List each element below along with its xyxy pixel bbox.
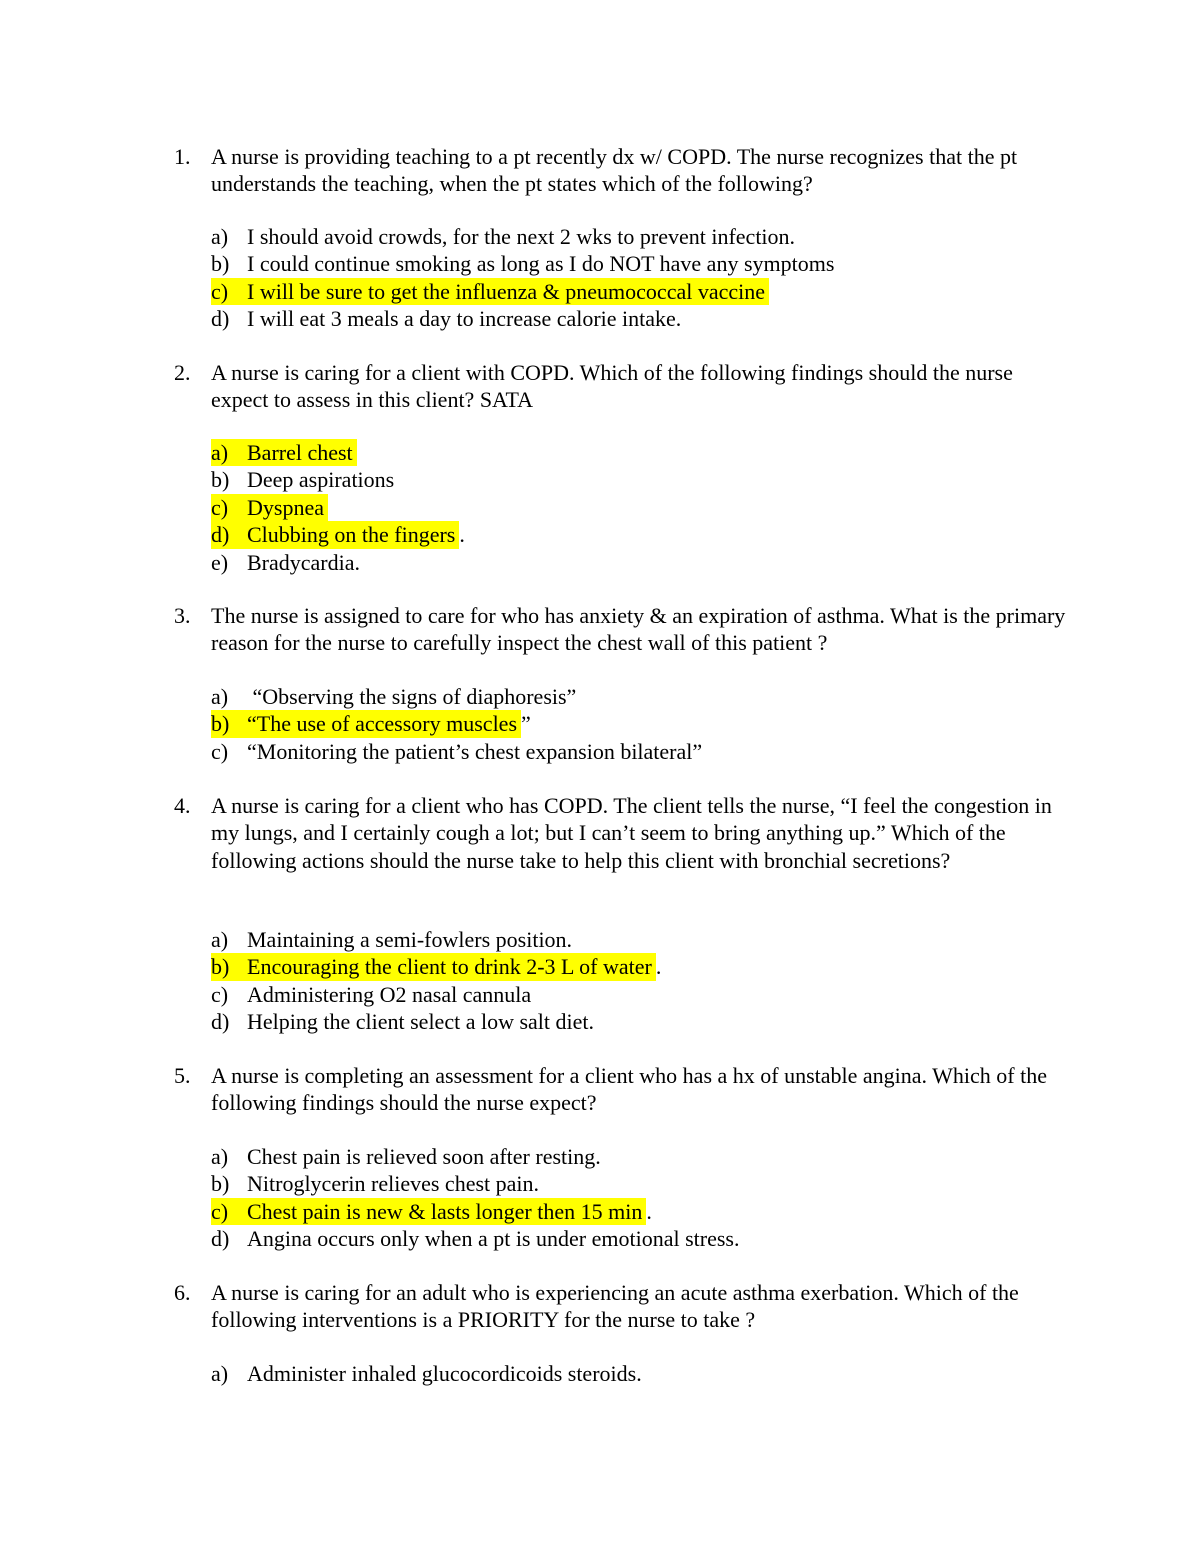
option-text: “The use of accessory muscles	[247, 711, 518, 737]
option-label: c)	[211, 278, 229, 304]
option-highlight	[211, 1225, 743, 1252]
question-text: A nurse is providing teaching to a pt recently dx w/ COPD. The nurse recognizes that the pt understands the teaching, when the pt states which of the following?	[211, 144, 1018, 197]
option-text: I will be sure to get the influenza & pneumococcal vaccine	[247, 278, 766, 304]
option-b	[211, 710, 531, 737]
option-trail: .	[655, 954, 662, 980]
option-b	[211, 1170, 543, 1197]
option-label: a)	[211, 440, 229, 465]
option-d	[211, 1008, 598, 1035]
option-highlight	[211, 1143, 605, 1170]
option-text: Angina occurs only when a pt is under emotional stress.	[247, 1226, 740, 1252]
option-label: c)	[211, 1198, 229, 1224]
option-label: e)	[211, 549, 229, 575]
option-a	[211, 439, 357, 466]
option-d	[211, 1225, 743, 1252]
option-a	[211, 1360, 646, 1387]
option-label: b)	[211, 467, 230, 493]
option-a	[211, 223, 799, 250]
option-e	[211, 549, 364, 576]
option-b	[211, 466, 398, 493]
option-text: I could continue smoking as long as I do NOT have any symptoms	[247, 251, 835, 277]
option-text: Chest pain is new & lasts longer then 15 min	[247, 1198, 643, 1224]
option-highlight	[211, 439, 357, 466]
option-label: c)	[211, 494, 229, 520]
option-c	[211, 1198, 652, 1225]
question-number: 2.	[174, 360, 191, 385]
option-text: Maintaining a semi-fowlers position.	[247, 927, 573, 952]
option-trail: ”	[521, 711, 531, 737]
question-text: A nurse is caring for an adult who is experiencing an acute asthma exerbation. Which of the following interventions is a PRIORITY for the nurse to take ?	[211, 1280, 1019, 1333]
option-highlight	[211, 278, 769, 305]
option-highlight	[211, 926, 576, 953]
option-d	[211, 305, 685, 332]
option-highlight	[211, 738, 706, 765]
option-c	[211, 981, 535, 1008]
option-label: c)	[211, 738, 229, 764]
option-text: I should avoid crowds, for the next 2 wks to prevent infection.	[247, 224, 796, 249]
question-text: A nurse is completing an assessment for a client who has a hx of unstable angina. Which of the following findings should the nurse expect?	[211, 1063, 1047, 1116]
question-text: The nurse is assigned to care for who has anxiety & an expiration of asthma. What is the primary reason for the nurse to carefully inspect the chest wall of this patient ?	[211, 603, 1066, 656]
option-c	[211, 494, 328, 521]
question-number: 6.	[174, 1280, 191, 1305]
option-label: d)	[211, 1226, 230, 1252]
option-highlight	[211, 981, 535, 1008]
option-text: “Monitoring the patient’s chest expansion bilateral”	[247, 738, 703, 764]
question-number: 1.	[174, 144, 191, 169]
option-text: Chest pain is relieved soon after resting.	[247, 1144, 601, 1169]
option-highlight	[211, 250, 838, 277]
option-text: Barrel chest	[247, 440, 353, 465]
option-label: a)	[211, 1361, 229, 1386]
question-number: 5.	[174, 1063, 191, 1088]
option-a	[211, 1143, 605, 1170]
option-highlight	[211, 683, 580, 710]
option-highlight	[211, 494, 328, 521]
option-highlight	[211, 305, 685, 332]
option-highlight	[211, 1008, 598, 1035]
option-text: “Observing the signs of diaphoresis”	[247, 684, 577, 709]
option-label: a)	[211, 1144, 229, 1169]
option-b	[211, 250, 838, 277]
option-label: c)	[211, 981, 229, 1007]
option-highlight	[211, 953, 656, 980]
option-highlight	[211, 549, 364, 576]
question-number: 4.	[174, 793, 191, 818]
option-label: d)	[211, 1009, 230, 1035]
option-trail: .	[646, 1198, 652, 1224]
option-trail: .	[459, 522, 465, 548]
option-c	[211, 738, 706, 765]
option-highlight	[211, 1360, 646, 1387]
option-label: a)	[211, 684, 229, 709]
question-text: A nurse is caring for a client with COPD. Which of the following findings should the nurse expect to assess in this client? SATA	[211, 360, 1013, 413]
option-label: d)	[211, 306, 230, 332]
question-number: 3.	[174, 603, 191, 628]
option-label: a)	[211, 224, 229, 249]
option-label: d)	[211, 522, 230, 548]
option-text: Administer inhaled glucocordicoids steroids.	[247, 1361, 642, 1386]
option-a	[211, 926, 576, 953]
option-text: Nitroglycerin relieves chest pain.	[247, 1171, 540, 1197]
option-highlight	[211, 1170, 543, 1197]
option-label: a)	[211, 927, 229, 952]
option-text: Administering O2 nasal cannula	[247, 981, 532, 1007]
option-label: b)	[211, 954, 230, 980]
option-text: Helping the client select a low salt diet.	[247, 1009, 595, 1035]
option-text: Encouraging the client to drink 2-3 L of water	[247, 954, 652, 980]
option-highlight	[211, 710, 521, 737]
option-c	[211, 278, 769, 305]
question-text: A nurse is caring for a client who has COPD. The client tells the nurse, “I feel the congestion in my lungs, and I certainly cough a lot; but I can’t seem to bring anything up.” Which of the following actions should the nurse take to help this client with bronchial secretions?	[211, 793, 1052, 873]
option-text: I will eat 3 meals a day to increase calorie intake.	[247, 306, 682, 332]
option-d	[211, 521, 465, 548]
option-label: b)	[211, 251, 230, 277]
option-highlight	[211, 223, 799, 250]
option-label: b)	[211, 1171, 230, 1197]
option-label: b)	[211, 711, 230, 737]
option-highlight	[211, 466, 398, 493]
option-text: Bradycardia.	[247, 549, 360, 575]
option-b	[211, 953, 661, 980]
option-highlight	[211, 1198, 646, 1225]
option-text: Dyspnea	[247, 494, 324, 520]
option-text: Deep aspirations	[247, 467, 395, 493]
option-highlight	[211, 521, 459, 548]
option-a	[211, 683, 580, 710]
option-text: Clubbing on the fingers	[247, 522, 456, 548]
